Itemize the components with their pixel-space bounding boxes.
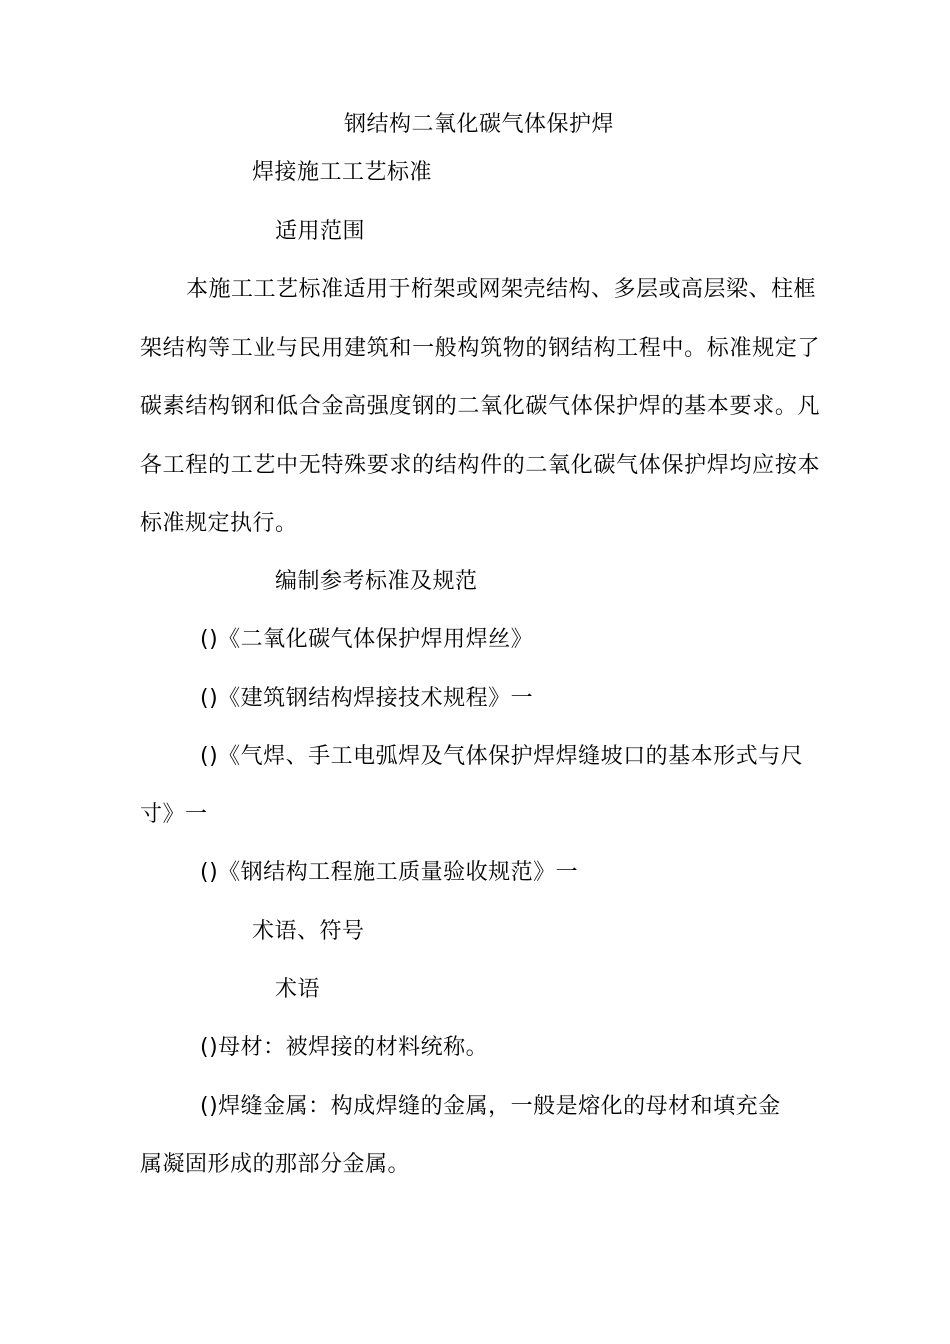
section-heading-scope: 适用范围 — [275, 219, 366, 244]
scope-paragraph-line: 本施工工艺标准适用于桁架或网架壳结构、多层或高层梁、柱框 — [186, 277, 817, 302]
term-definition: ()焊缝金属：构成焊缝的金属，一般是熔化的母材和填充金 — [200, 1094, 781, 1119]
document-title: 钢结构二氧化碳气体保护焊 — [344, 112, 615, 137]
section-heading-references: 编制参考标准及规范 — [275, 569, 478, 594]
term-definition: ()母材：被焊接的材料统称。 — [200, 1035, 489, 1060]
document-subtitle: 焊接施工工艺标准 — [252, 160, 433, 185]
subsection-heading-terms: 术语 — [275, 977, 321, 1002]
scope-paragraph-line: 架结构等工业与民用建筑和一般构筑物的钢结构工程中。标准规定了 — [140, 336, 820, 361]
term-definition-continued: 属凝固形成的那部分金属。 — [140, 1152, 411, 1177]
scope-paragraph-line: 碳素结构钢和低合金高强度钢的二氧化碳气体保护焊的基本要求。凡 — [140, 394, 820, 419]
reference-item-continued: 寸》一 — [140, 802, 208, 827]
reference-item: ()《建筑钢结构焊接技术规程》一 — [200, 686, 534, 711]
scope-paragraph-line: 标准规定执行。 — [140, 511, 298, 536]
reference-item: ()《钢结构工程施工质量验收规范》一 — [200, 860, 579, 885]
scope-paragraph-line: 各工程的工艺中无特殊要求的结构件的二氧化碳气体保护焊均应按本 — [140, 453, 820, 478]
reference-item: ()《二氧化碳气体保护焊用焊丝》 — [200, 627, 534, 652]
reference-item: ()《气焊、手工电弧焊及气体保护焊焊缝坡口的基本形式与尺 — [200, 744, 804, 769]
section-heading-terms: 术语、符号 — [252, 919, 365, 944]
